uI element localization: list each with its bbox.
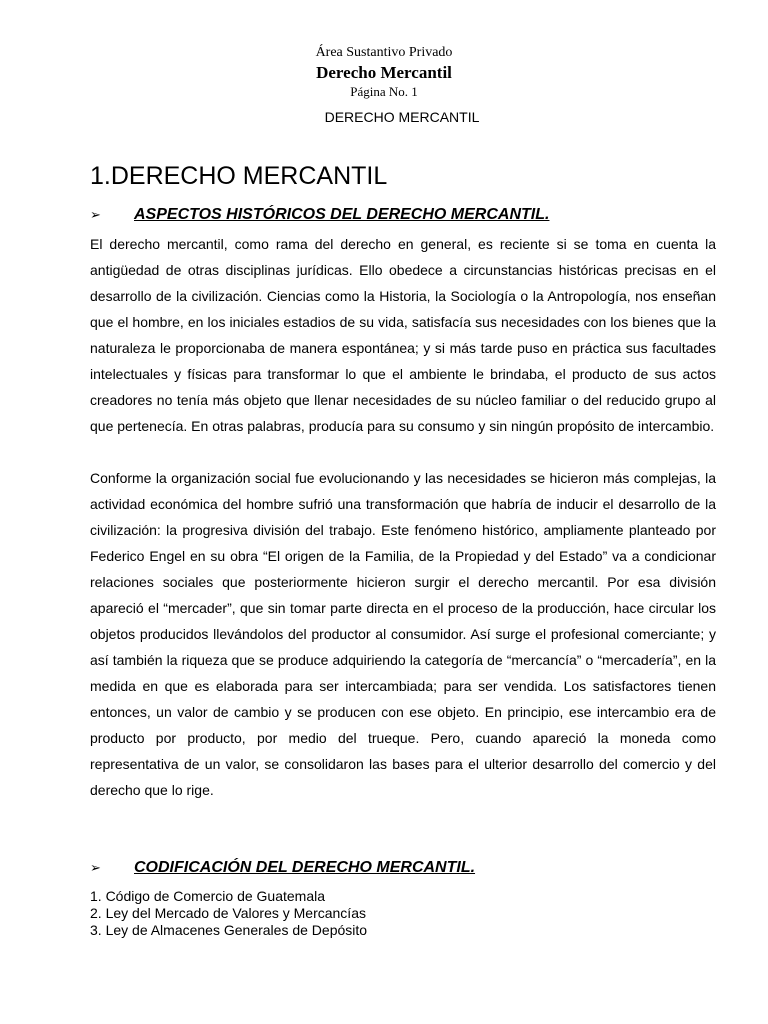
header-subject: Derecho Mercantil: [316, 63, 452, 82]
header-area: Área Sustantivo Privado: [315, 45, 453, 60]
paragraph: El derecho mercantil, como rama del derecho en general, es reciente si se toma en cuenta la antigüedad de otras disciplinas jurídicas. Ello obedece a circunstancias históricas precisas en el desarrollo de la civilización. Ciencias como la Historia, la Sociología o la Antropología, nos enseñan que el hombre, en los iniciales estadios de su vida, satisfacía sus necesidades con los bienes que la naturaleza le proporcionaba de manera espontánea; y si más tarde puso en práctica sus facultades intelectuales y físicas para transformar lo que el ambiente le brindaba, el producto de sus actos creadores no tenía más objeto que llenar necesidades de su núcleo familiar o del reducido grupo al que pertenecía. En otras palabras, producía para su consumo y sin ningún propósito de intercambio.: [90, 236, 716, 434]
list-item: 3. Ley de Almacenes Generales de Depósito: [90, 922, 368, 938]
code-list: [90, 888, 367, 939]
section-heading-codificacion: [90, 859, 475, 877]
section-title: CODIFICACIÓN DEL DERECHO MERCANTIL.: [134, 859, 476, 876]
arrow-bullet-icon: ➢: [90, 860, 101, 875]
paragraph: Conforme la organización social fue evolucionando y las necesidades se hicieron más complejas, la actividad económica del hombre sufrió una transformación que habría de inducir el desarrollo de la civilización: la progresiva división del trabajo. Este fenómeno histórico, ampliamente planteado por Federico Engel en su obra “El origen de la Familia, de la Propiedad y del Estado” va a condicionar relaciones sociales que posteriormente hicieron surgir el derecho mercantil. Por esa división apareció el “mercader”, que sin tomar parte directa en el proceso de la producción, hace circular los objetos producidos llevándolos del productor al consumidor. Así surge el profesional comerciante; y así también la riqueza que se produce adquiriendo la categoría de “mercancía” o “mercadería”, en la medida en que es elaborada para ser intercambiada; para ser vendida. Los satisfactores tienen entonces, un valor de cambio y se producen con ese objeto. En principio, ese intercambio era de producto por producto, por medio del trueque. Pero, cuando apareció la moneda como representativa de un valor, se consolidaron las bases para el ulterior desarrollo del comercio y del derecho que lo rige.: [90, 470, 716, 798]
section-heading-historicos: [90, 206, 549, 224]
document-title: DERECHO MERCANTIL: [324, 109, 480, 125]
main-heading: 1.DERECHO MERCANTIL: [90, 162, 388, 190]
list-item: 1. Código de Comercio de Guatemala: [90, 888, 326, 904]
section-title: ASPECTOS HISTÓRICOS DEL DERECHO MERCANTIL.: [134, 206, 550, 223]
list-item: 2. Ley del Mercado de Valores y Mercancías: [90, 905, 366, 921]
header-page-number: Página No. 1: [350, 84, 418, 99]
arrow-bullet-icon: ➢: [90, 207, 101, 222]
